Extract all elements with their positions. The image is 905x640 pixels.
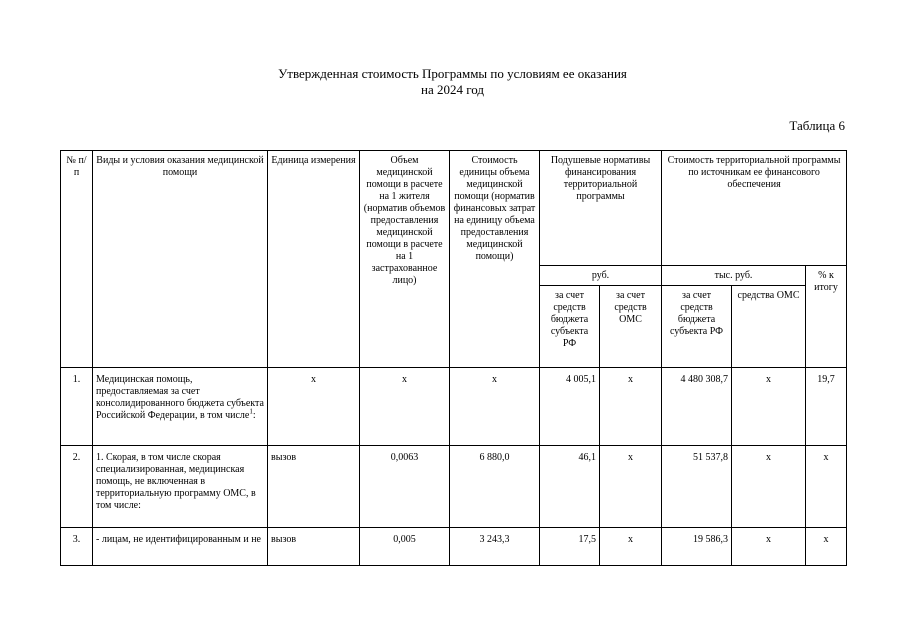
document-title	[0, 66, 905, 98]
row-volume: х	[360, 368, 450, 446]
row-cost: х	[450, 368, 540, 446]
table-row	[61, 368, 847, 446]
row-sum-oms: х	[732, 446, 806, 528]
row-pc-budget: 17,5	[540, 528, 600, 566]
row-pc-budget: 46,1	[540, 446, 600, 528]
header-types: Виды и условия оказания медицинской помощи	[93, 151, 268, 368]
header-volume: Объем медицинской помощи в расчете на 1 жителя (норматив объемов предоставления медицинской помощи в расчете на 1 застрахованное лицо)	[360, 151, 450, 368]
row-unit: вызов	[268, 446, 360, 528]
table-row	[61, 528, 847, 566]
row-sum-oms: х	[732, 368, 806, 446]
row-num: 2.	[61, 446, 93, 528]
row-num: 1.	[61, 368, 93, 446]
row-cost: 3 243,3	[450, 528, 540, 566]
header-thous-rub: тыс. руб.	[662, 266, 806, 286]
row-sum-budget: 51 537,8	[662, 446, 732, 528]
row-pc-oms: х	[600, 446, 662, 528]
header-row-1	[61, 151, 847, 266]
row-name: Медицинская помощь, предоставляемая за счет консолидированного бюджета субъекта Российской Федерации, в том числе$^1$:	[93, 368, 268, 446]
table-label: Таблица 6	[789, 118, 845, 133]
header-percent: % к итогу	[806, 266, 847, 368]
table-row	[61, 446, 847, 528]
header-num: № п/п	[61, 151, 93, 368]
header-unit: Единица измерения	[268, 151, 360, 368]
header-oms-1: за счет средств ОМС	[600, 286, 662, 368]
row-num: 3.	[61, 528, 93, 566]
header-rub: руб.	[540, 266, 662, 286]
header-cost: Стоимость единицы объема медицинской помощи (норматив финансовых затрат на единицу объема предоставления медицинской помощи)	[450, 151, 540, 368]
row-percent: 19,7	[806, 368, 847, 446]
document-title-line-2: на 2024 год	[421, 82, 484, 97]
header-oms-2: средства ОМС	[732, 286, 806, 368]
row-pc-oms: х	[600, 368, 662, 446]
row-sum-oms: х	[732, 528, 806, 566]
footnote-mark: 1	[249, 407, 253, 416]
row-name: - лицам, не идентифицированным и не	[93, 528, 268, 566]
row-name: 1. Скорая, в том числе скорая специализированная, медицинская помощь, не включенная в территориальную программу ОМС, в том числе:	[93, 446, 268, 528]
row-pc-budget: 4 005,1	[540, 368, 600, 446]
header-sources: Стоимость территориальной программы по источникам ее финансового обеспечения	[662, 151, 847, 266]
header-per-capita: Подушевые нормативы финансирования территориальной программы	[540, 151, 662, 266]
header-budget-rf-2: за счет средств бюджета субъекта РФ	[662, 286, 732, 368]
row-unit: х	[268, 368, 360, 446]
row-volume: 0,005	[360, 528, 450, 566]
row-sum-budget: 4 480 308,7	[662, 368, 732, 446]
row-unit: вызов	[268, 528, 360, 566]
cost-table	[60, 150, 847, 566]
document-title-line-1: Утвержденная стоимость Программы по условиям ее оказания	[278, 66, 627, 81]
row-pc-oms: х	[600, 528, 662, 566]
row-percent: х	[806, 528, 847, 566]
row-volume: 0,0063	[360, 446, 450, 528]
row-percent: х	[806, 446, 847, 528]
row-cost: 6 880,0	[450, 446, 540, 528]
row-sum-budget: 19 586,3	[662, 528, 732, 566]
header-budget-rf-1: за счет средств бюджета субъекта РФ	[540, 286, 600, 368]
